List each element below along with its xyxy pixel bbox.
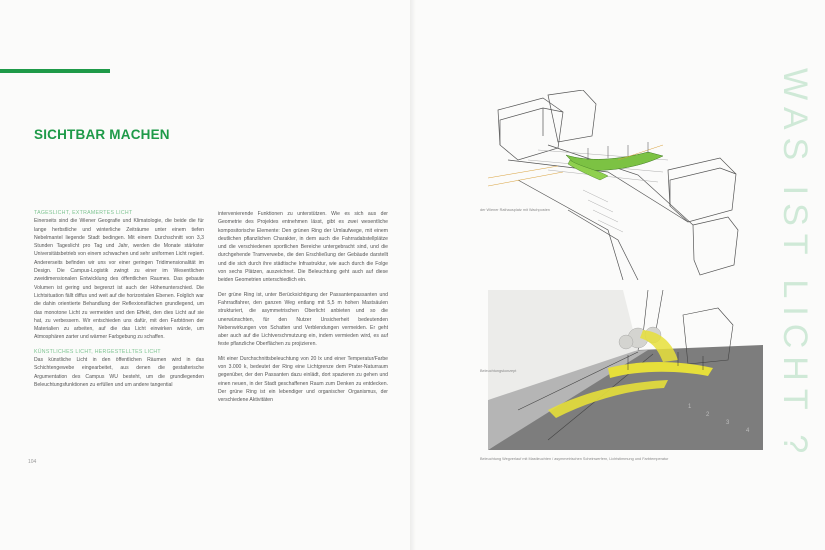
pavement-number-3: 3: [726, 420, 730, 426]
paragraph: intervenierende Funktionen zu unterstützen. Wie es sich aus der Geometrie des Projektes entnehmen lässt, gibt es zwei wesentliche kompositorische Elemente: Den grünen Ring der Umlaufwege, mit einem deutlichen pflanzlichen Charakter, in dem auch die Fahrradabstellplätze und die verschiedenen sportlichen Bereiche untergebracht sind, und die durchgehende Tramverwebe, die den Erschließung der Gebäude darstellt und die sich durch ihre städtische Infrastruktur, wie auch durch die Folge von sechs Plätzen, auszeichnet. Die Beleuchtung geht auch auf diese beiden Geometrien unterschiedlich ein.: [218, 211, 388, 284]
subheading: TAGESLICHT, EXTRAMERTES LICHT: [34, 210, 133, 216]
caption-bottom: Beleuchtung Wegverlauf mit Mastleuchten / asymmetrischen Scheinwerfern, Lichtstimmung und Farbtemperatur: [480, 457, 669, 461]
pavement-number-1: 1: [688, 404, 692, 410]
paragraph: Einerseits sind die Wiener Geografie und Klimatologie, die beide die für lange herbstliche und winterliche Zeiträume unter einem tiefen Nebelmantel liegende Stadt bedingen. Mit einem Durchschnitt von 3,3 Stunden Tageslicht pro Tag und Jahr, werden die Monate stärkster Universitätsbetrieb von einem schwachen und sehr uniformen Licht regiert. Andererseits befinden wir uns vor einer geringen Tridimensionalität im Design. Die Campus-Logistik zwingt zu einer im Wesentlichen zweidimensionalen Entwicklung des öffentlichen Raumes. Das gebaute Volumen ist gering und begrenzt ist auch der Höhenunterschied. Die Lichtsituation fällt diffus und weit auf die horizontalen Ebenen. Folglich war die dahin orientierte Behandlung der Reflexionsflächen grundlegend, um das monotone Licht zu vermeiden und den Effekt, den dies Licht auf sie hat, zu verbessern. Wir entschieden uns dafür, mit den Farbtönen der Materialien zu arbeiten, auf die das Licht einwirken würde, um Atmosphären zarter und wärmer Farbgebung zu schaffen.: [34, 218, 204, 341]
paragraph: Mit einer Durchschnittsbeleuchtung von 20 lx und einer Temperatur/Farbe von 3.000 k, bedeutet der Ring eine Lichtgrenze dem Prater-Naturraum gegenüber, der den Passanten dazu einlädt, dort spazieren zu gehen und einen neuen, in der Stadt geschaffenen Raum zum Denken zu entdecken. Der grüne Ring ist ein lebendiger und organischer Organismus, der verschiedene Aktivitäten: [218, 355, 388, 404]
night-render-bottom: [488, 290, 763, 450]
text-column-right: [218, 210, 388, 411]
paragraph: Der grüne Ring ist, unter Berücksichtigung der Passantenpassanten und Fahrradfahrer, den ganzen Weg entlang mit 5,5 m hohen Mastsäulen strukturiert, die asymmetrischen Oberlicht anbieten und so die unerwünschten, für den Nutzer Unsicherheit bedeutenden Nebenwirkungen von Schatten und Verblendungen vermeiden. Er geht aber auch auf die Lichtverschmutzung ein, indem vermieden wird, es auf feste pflanzliche Oberflächen zu projizieren.: [218, 291, 388, 348]
architectural-sketch-top: [488, 90, 758, 280]
subheading: KÜNSTLICHES LICHT, HERGESTELLTES LICHT: [34, 348, 161, 355]
caption-top: der Wiener Rathausplatz mit Wachposten: [480, 208, 550, 212]
accent-bar: [0, 69, 110, 73]
vertical-title-text: WAS IST LICHT ?: [776, 68, 814, 462]
pavement-number-4: 4: [746, 428, 750, 434]
paragraph: Das künstliche Licht in den öffentlichen Räumen wird in das Schichtengewebe eingearbeitet, aus denen die gestalterische Argumentation des Campus WU besteht, um die grundlegenden Beleuchtungsfunktionen zu erfüllen und um andere tangential: [34, 357, 204, 388]
vertical-title: [772, 68, 822, 488]
pavement-number-2: 2: [706, 412, 710, 418]
text-column-left: [34, 209, 204, 395]
page-number: 104: [28, 459, 37, 465]
caption-bottom-left: Beleuchtungskonzept: [480, 369, 517, 373]
section-heading: SICHTBAR MACHEN: [34, 127, 170, 142]
page-gutter: [410, 0, 416, 550]
